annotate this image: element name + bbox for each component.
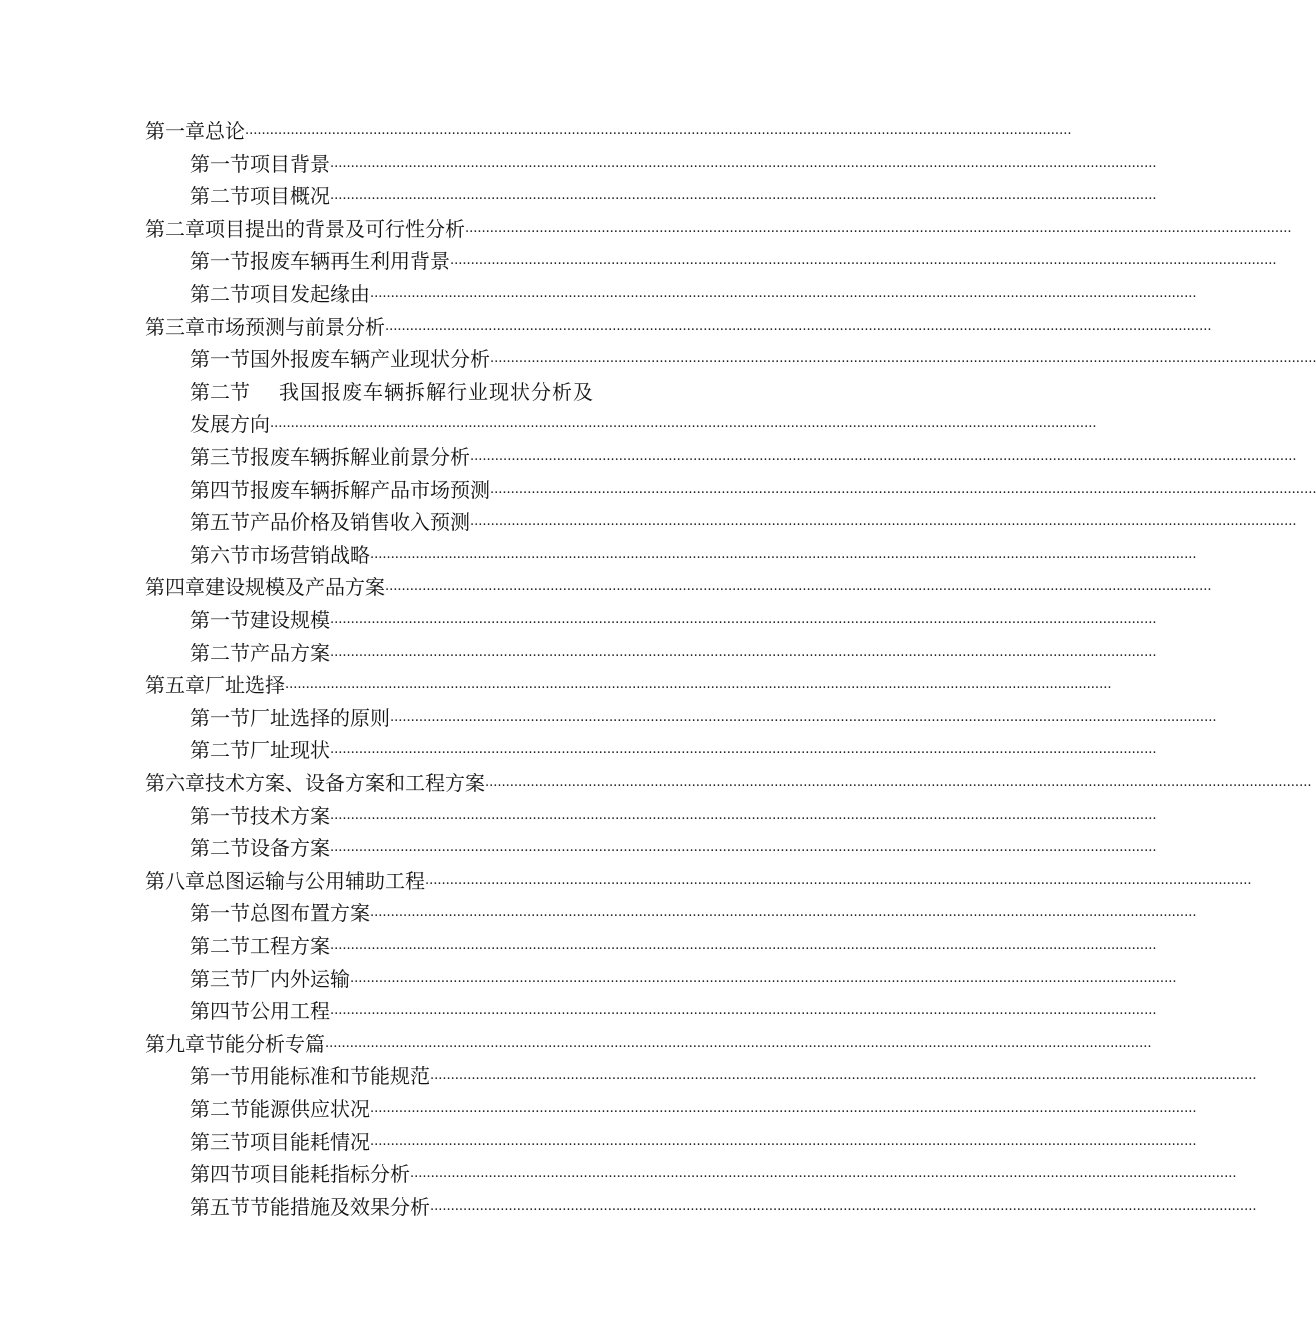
toc-entry-title: 国外报废车辆产业现状分析 bbox=[250, 347, 490, 372]
toc-entry-label: 第四节 bbox=[190, 1162, 250, 1187]
toc-entry-label: 第二节 bbox=[190, 1097, 250, 1121]
toc-entry-label: 第二节 bbox=[190, 836, 250, 861]
toc-entry-label: 第二节 bbox=[190, 738, 250, 763]
toc-entry-label: 第二节 bbox=[190, 184, 250, 209]
leader-dots: ........................................................................................................................................................................................................ bbox=[425, 872, 1252, 888]
toc-entry-title: 公用工程 bbox=[250, 999, 330, 1024]
leader-dots: ........................................................................................................................................................................................................ bbox=[245, 123, 1072, 138]
toc-entry-title: 发展方向 bbox=[190, 412, 270, 437]
leader-dots: ........................................................................................................................................................................................................ bbox=[270, 416, 1097, 432]
toc-entry[interactable] bbox=[190, 605, 1157, 635]
toc-entry-title: 设备方案 bbox=[250, 836, 330, 861]
leader-dots: ........................................................................................................................................................................................................ bbox=[330, 742, 1157, 758]
toc-entry-title: 产品方案 bbox=[250, 640, 330, 665]
toc-entry-title: 项目能耗指标分析 bbox=[250, 1162, 410, 1187]
toc-entry[interactable] bbox=[190, 898, 1197, 928]
toc-entry[interactable] bbox=[190, 507, 1297, 537]
leader-dots: ........................................................................................................................................................................................................ bbox=[490, 351, 1316, 367]
toc-entry-label: 第一节 bbox=[190, 347, 250, 372]
toc-entry-title: 建设规模 bbox=[250, 608, 330, 632]
toc-entry-title: 市场预测与前景分析 bbox=[205, 314, 385, 339]
leader-dots: ........................................................................................................................................................................................................ bbox=[370, 1133, 1197, 1149]
toc-entry-label: 第四章 bbox=[145, 575, 205, 600]
toc-entry-label: 第一节 bbox=[190, 803, 250, 828]
toc-entry-label: 第五节 bbox=[190, 1194, 250, 1219]
toc-entry[interactable] bbox=[145, 768, 1312, 798]
toc-entry-title: 项目发起缘由 bbox=[250, 282, 370, 306]
leader-dots: ........................................................................................................................................................................................................ bbox=[430, 1198, 1257, 1214]
leader-dots: ........................................................................................................................................................................................................ bbox=[370, 905, 1197, 921]
leader-dots: ........................................................................................................................................................................................................ bbox=[410, 1166, 1237, 1182]
leader-dots: ........................................................................................................................................................................................................ bbox=[285, 677, 1112, 693]
leader-dots: ........................................................................................................................................................................................................ bbox=[465, 220, 1292, 236]
toc-entry-label: 第八章 bbox=[145, 868, 205, 893]
toc-entry[interactable] bbox=[145, 866, 1252, 896]
toc-entry-label: 第一节 bbox=[190, 901, 250, 926]
leader-dots: ........................................................................................................................................................................................................ bbox=[390, 709, 1217, 725]
toc-entry-label: 第六节 bbox=[190, 542, 250, 567]
toc-entry-label: 第二章 bbox=[145, 216, 205, 241]
toc-entry[interactable] bbox=[190, 735, 1157, 765]
toc-entry-title: 市场营销战略 bbox=[250, 542, 370, 567]
leader-dots: ........................................................................................................................................................................................................ bbox=[370, 546, 1197, 562]
toc-entry[interactable] bbox=[190, 344, 1316, 374]
toc-entry-title: 厂址选择 bbox=[205, 673, 285, 698]
toc-entry-title: 厂址现状 bbox=[250, 738, 330, 763]
toc-entry-title: 建设规模及产品方案 bbox=[205, 575, 385, 600]
leader-dots: ........................................................................................................................................................................................................ bbox=[370, 286, 1197, 301]
toc-entry-label: 第三节 bbox=[190, 966, 250, 991]
leader-dots: ........................................................................................................................................................................................................ bbox=[430, 1068, 1257, 1084]
toc-entry-title: 总论 bbox=[205, 119, 245, 143]
leader-dots: ........................................................................................................................................................................................................ bbox=[330, 1003, 1157, 1019]
toc-entry-label: 第五节 bbox=[190, 510, 250, 535]
toc-entry-label: 第三节 bbox=[190, 445, 250, 469]
leader-dots: ........................................................................................................................................................................................................ bbox=[385, 318, 1212, 334]
toc-entry[interactable] bbox=[190, 996, 1157, 1026]
toc-entry[interactable] bbox=[190, 246, 1277, 276]
toc-entry-label: 第五章 bbox=[145, 673, 205, 698]
toc-entry[interactable] bbox=[190, 1127, 1197, 1157]
toc-entry-label: 第二节 bbox=[190, 934, 250, 958]
leader-dots: ........................................................................................................................................................................................................ bbox=[325, 1035, 1152, 1051]
toc-entry[interactable] bbox=[190, 703, 1217, 733]
toc-entry-title: 工程方案 bbox=[250, 934, 330, 958]
toc-entry-label: 第一节 bbox=[190, 705, 250, 730]
toc-entry-label: 第一节 bbox=[190, 1064, 250, 1089]
toc-entry-label: 第一章 bbox=[145, 119, 205, 143]
toc-entry[interactable] bbox=[145, 1029, 1152, 1059]
toc-entry-title: 厂内外运输 bbox=[250, 966, 350, 991]
toc-entry-label: 第四节 bbox=[190, 999, 250, 1024]
toc-entry[interactable] bbox=[190, 377, 828, 407]
leader-dots: ........................................................................................................................................................................................................ bbox=[330, 155, 1157, 171]
toc-entry-label: 第一节 bbox=[190, 249, 250, 274]
leader-dots: ........................................................................................................................................................................................................ bbox=[330, 807, 1157, 823]
leader-dots: ........................................................................................................................................................................................................ bbox=[330, 188, 1157, 204]
leader-dots: ........................................................................................................................................................................................................ bbox=[330, 840, 1157, 856]
toc-entry-title: 厂址选择的原则 bbox=[250, 705, 390, 730]
toc-entry[interactable] bbox=[145, 670, 1112, 700]
toc-entry[interactable] bbox=[145, 116, 1072, 146]
toc-entry-label: 第三节 bbox=[190, 1129, 250, 1154]
toc-entry-title: 总图运输与公用辅助工程 bbox=[205, 868, 425, 893]
toc-entry[interactable] bbox=[190, 181, 1157, 211]
toc-entry[interactable] bbox=[190, 409, 1097, 439]
toc-entry-title: 技术方案 bbox=[250, 803, 330, 828]
leader-dots: ........................................................................................................................................................................................................ bbox=[385, 579, 1212, 595]
toc-entry-title: 项目背景 bbox=[250, 151, 330, 176]
toc-entry-title: 节能分析专篇 bbox=[205, 1031, 325, 1056]
toc-entry-label: 第一节 bbox=[190, 608, 250, 632]
toc-entry-title: 项目能耗情况 bbox=[250, 1129, 370, 1154]
toc-entry[interactable] bbox=[145, 572, 1212, 602]
toc-entry[interactable] bbox=[190, 475, 1316, 505]
leader-dots: ........................................................................................................................................................................................................ bbox=[470, 449, 1297, 464]
toc-entry-title: 技术方案、设备方案和工程方案 bbox=[205, 771, 485, 795]
toc-entry[interactable] bbox=[190, 1192, 1257, 1222]
toc-entry-label: 第二节 bbox=[190, 640, 250, 665]
toc-entry-label: 第二节 bbox=[190, 379, 250, 404]
toc-entry-title: 报废车辆拆解产品市场预测 bbox=[250, 477, 490, 502]
toc-entry[interactable] bbox=[190, 931, 1157, 961]
leader-dots: ........................................................................................................................................................................................................ bbox=[350, 970, 1177, 986]
leader-dots: ........................................................................................................................................................................................................ bbox=[330, 644, 1157, 660]
toc-entry[interactable] bbox=[190, 149, 1157, 179]
leader-dots: ........................................................................................................................................................................................................ bbox=[490, 481, 1316, 497]
toc-entry-title: 用能标准和节能规范 bbox=[250, 1064, 430, 1089]
toc-entry[interactable] bbox=[145, 214, 1292, 244]
toc-entry[interactable] bbox=[190, 540, 1197, 570]
toc-entry-title: 我国报废车辆拆解行业现状分析及 bbox=[279, 379, 594, 404]
toc-entry-title: 项目提出的背景及可行性分析 bbox=[205, 216, 465, 241]
toc-entry-title: 报废车辆再生利用背景 bbox=[250, 249, 450, 274]
leader-dots: ........................................................................................................................................................................................................ bbox=[470, 514, 1297, 530]
leader-dots: ........................................................................................................................................................................................................ bbox=[330, 938, 1157, 953]
toc-entry-title: 报废车辆拆解业前景分析 bbox=[250, 445, 470, 469]
leader-dots: ........................................................................................................................................................................................................ bbox=[370, 1101, 1197, 1116]
toc-entry[interactable] bbox=[190, 964, 1177, 994]
toc-entry-title: 项目概况 bbox=[250, 184, 330, 209]
toc-entry[interactable] bbox=[190, 638, 1157, 668]
toc-entry-title: 节能措施及效果分析 bbox=[250, 1194, 430, 1219]
toc-entry-label: 第九章 bbox=[145, 1031, 205, 1056]
toc-entry[interactable] bbox=[190, 442, 1297, 472]
toc-entry-title: 总图布置方案 bbox=[250, 901, 370, 926]
toc-entry[interactable] bbox=[190, 833, 1157, 863]
toc-entry-label: 第三章 bbox=[145, 314, 205, 339]
toc-entry-title: 能源供应状况 bbox=[250, 1097, 370, 1121]
toc-entry-title: 产品价格及销售收入预测 bbox=[250, 510, 470, 535]
toc-entry[interactable] bbox=[145, 312, 1212, 342]
toc-entry-label: 第二节 bbox=[190, 282, 250, 306]
toc-entry-label: 第六章 bbox=[145, 771, 205, 795]
leader-dots: ........................................................................................................................................................................................................ bbox=[330, 612, 1157, 627]
toc-entry[interactable] bbox=[190, 1061, 1257, 1091]
toc-entry[interactable] bbox=[190, 1159, 1237, 1189]
toc-entry-label: 第一节 bbox=[190, 151, 250, 176]
toc-entry-label: 第四节 bbox=[190, 477, 250, 502]
leader-dots: ........................................................................................................................................................................................................ bbox=[485, 775, 1312, 790]
leader-dots: ........................................................................................................................................................................................................ bbox=[450, 253, 1277, 269]
toc-entry[interactable] bbox=[190, 279, 1197, 309]
toc-entry[interactable] bbox=[190, 801, 1157, 831]
toc-entry[interactable] bbox=[190, 1094, 1197, 1124]
